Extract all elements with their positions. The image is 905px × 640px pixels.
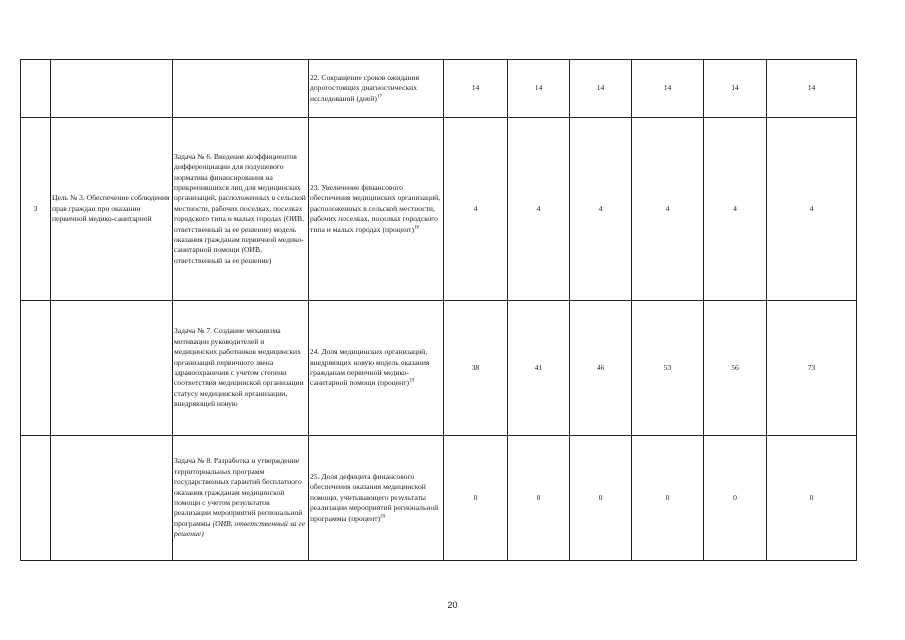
indicator-cell xyxy=(309,301,444,436)
indicator-text: 22. Сокращение сроков ожидания дорогостоящих диагностических исследований (дней) xyxy=(310,72,420,103)
value-cell: 4 xyxy=(704,118,767,301)
task-text: Задача № 6. Введение коэффициентов дифференциации для подушевого норматива финансирования на прикрепившихся лиц для медицинских организаций, расположенных в сельской местности, рабочих поселках, поселках городского типа и малых городах (ОИВ, ответственный за ее решение) модель оказания гражданам первичной медико-санитарной помощи (ОИВ, ответственный за ее решение) xyxy=(174,151,306,265)
value-cell: 4 xyxy=(632,118,704,301)
task-cell xyxy=(173,301,309,436)
page-number: 20 xyxy=(447,600,458,610)
goal-cell xyxy=(51,436,173,561)
table-row xyxy=(21,301,857,436)
table-row xyxy=(21,436,857,561)
indicators-table xyxy=(20,59,857,561)
value-cell: 14 xyxy=(632,60,704,118)
footnote-marker: 19 xyxy=(409,378,415,384)
value-cell: 46 xyxy=(570,301,632,436)
task-text: Задача № 8. Разработка и утверждение территориальных программ государственных гарантий бесплатного оказания гражданам медицинской помощи с учетом результатов реализации мероприятий региональной программы xyxy=(174,456,303,528)
value-cell: 0 xyxy=(767,436,857,561)
value-cell: 56 xyxy=(704,301,767,436)
row-number-cell: 3 xyxy=(21,118,51,301)
task-cell xyxy=(173,60,309,118)
value-cell: 53 xyxy=(632,301,704,436)
indicator-cell xyxy=(309,436,444,561)
value-cell: 4 xyxy=(444,118,508,301)
goal-cell: Цель № 3. Обеспечение соблюдения прав граждан при оказании первичной медико-санитарной xyxy=(51,118,173,301)
value-cell: 0 xyxy=(444,436,508,561)
footnote-marker: 20 xyxy=(380,514,386,520)
value-cell: 0 xyxy=(704,436,767,561)
value-cell: 4 xyxy=(508,118,570,301)
value-cell: 14 xyxy=(508,60,570,118)
row-number-cell xyxy=(21,436,51,561)
value-cell: 4 xyxy=(570,118,632,301)
value-cell: 0 xyxy=(508,436,570,561)
value-cell: 14 xyxy=(704,60,767,118)
value-cell: 0 xyxy=(570,436,632,561)
value-cell: 0 xyxy=(632,436,704,561)
task-text: Задача № 7. Создание механизма мотивации руководителей и медицинских работников медицинских организаций первичного звена здравоохранения с учетом степени соответствия медицинской организации статусу медицинской организации, внедряющей новую xyxy=(174,326,304,409)
task-responsible-note: (ОИВ, ответственный за ее решение) xyxy=(174,518,306,539)
footnote-marker: 18 xyxy=(414,225,420,231)
value-cell: 14 xyxy=(570,60,632,118)
indicator-cell xyxy=(309,118,444,301)
indicator-text: 23. Увеличение финансового обеспечения медицинских организаций, расположенных в сельской местности, рабочих поселках, поселках городского типа и малых городах (процент) xyxy=(310,182,441,234)
value-cell: 14 xyxy=(444,60,508,118)
value-cell: 73 xyxy=(767,301,857,436)
row-number-cell xyxy=(21,301,51,436)
goal-cell xyxy=(51,60,173,118)
value-cell: 38 xyxy=(444,301,508,436)
value-cell: 41 xyxy=(508,301,570,436)
value-cell: 4 xyxy=(767,118,857,301)
indicator-text: 24. Доля медицинских организаций, внедряющих новую модель оказания гражданам первичной медико-санитарной помощи (процент) xyxy=(310,347,430,388)
task-cell xyxy=(173,436,309,561)
table-row xyxy=(21,60,857,118)
footnote-marker: 17 xyxy=(376,94,382,100)
goal-cell xyxy=(51,301,173,436)
task-cell xyxy=(173,118,309,301)
indicator-text: 25. Доля дефицита финансового обеспечения оказания медицинской помощи, учитывающего результаты реализации мероприятий региональной программы (процент) xyxy=(310,471,439,523)
table-row xyxy=(21,118,857,301)
value-cell: 14 xyxy=(767,60,857,118)
row-number-cell xyxy=(21,60,51,118)
indicator-cell xyxy=(309,60,444,118)
